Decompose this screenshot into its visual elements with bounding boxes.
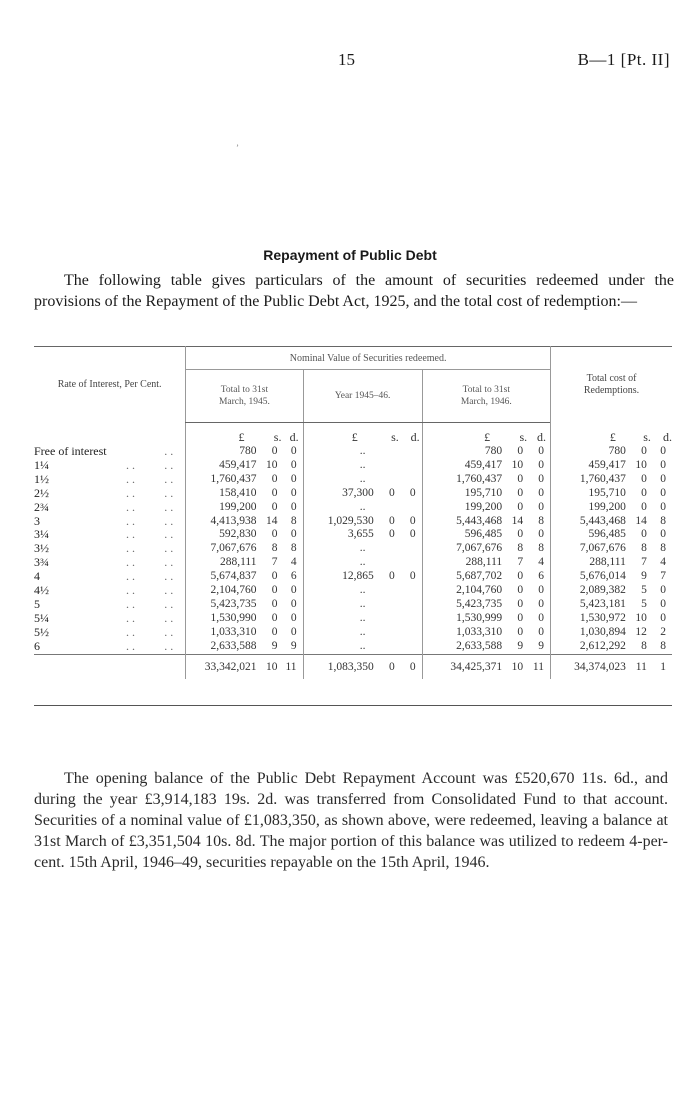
shillings-value: 5 bbox=[641, 584, 647, 597]
pence-value: 0 bbox=[409, 486, 416, 499]
totals-row bbox=[34, 654, 672, 679]
total-cost-pence: 1 bbox=[651, 654, 672, 679]
pounds-value: 2,633,588 bbox=[186, 640, 261, 654]
table-row bbox=[34, 542, 672, 556]
rate-cell bbox=[34, 459, 186, 473]
rate-label: 2¾ bbox=[34, 499, 49, 514]
shillings-value: 8 bbox=[517, 542, 524, 555]
pence-value: 0 bbox=[290, 597, 297, 610]
rate-cell bbox=[34, 640, 186, 654]
shillings-value: 9 bbox=[271, 639, 278, 652]
pence-value: 0 bbox=[538, 458, 544, 471]
pence-value: 0 bbox=[660, 584, 666, 597]
closing-text: The opening balance of the Public Debt Repayment Account was £520,670 11s. 6d., and during the year £3,914,183 19s. 2d. was transferred from Consolidated Fund to that account. Securities of a nominal value of £1,083,350, as shown above, were redeemed, leaving a balance at 31st March of £3,351,504 10s. 8d. The major portion of this balance was utilized to redeem 4-per-cent. 15th April, 1946–49, securities repayable on the 15th April, 1946. bbox=[34, 770, 668, 871]
pounds-value: 7,067,676 bbox=[186, 542, 261, 556]
pence-value: 8 bbox=[538, 514, 544, 527]
unit-pound: £ bbox=[551, 423, 630, 446]
total-year-shillings: 0 bbox=[378, 654, 399, 679]
pounds-value: 592,830 bbox=[186, 528, 261, 542]
rate-cell bbox=[34, 612, 186, 626]
shillings-value: 0 bbox=[517, 584, 524, 597]
pounds-value: 5,423,735 bbox=[186, 598, 261, 612]
pounds-value: 158,410 bbox=[186, 487, 261, 501]
rate-label: Free of interest bbox=[34, 444, 107, 458]
total-1946-pounds: 34,425,371 bbox=[422, 654, 506, 679]
shillings-value: 0 bbox=[271, 611, 278, 624]
shillings-value: 7 bbox=[517, 556, 524, 569]
pounds-value: 195,710 bbox=[551, 487, 630, 501]
nil-value: .. bbox=[303, 445, 422, 459]
shillings-value: 0 bbox=[517, 597, 524, 610]
leader-dots: . . bbox=[126, 499, 135, 514]
shillings-value: 12 bbox=[635, 625, 647, 638]
nil-value: .. bbox=[303, 542, 422, 556]
total-cost-shillings: 11 bbox=[630, 654, 651, 679]
leader-dots: . . bbox=[126, 638, 135, 653]
leader-dots: . . bbox=[126, 610, 135, 625]
pounds-value: 288,111 bbox=[186, 556, 261, 570]
unit-pound: £ bbox=[186, 423, 261, 446]
pence-value: 6 bbox=[538, 570, 544, 583]
shillings-value: 7 bbox=[641, 556, 647, 569]
currency-units-row bbox=[34, 423, 672, 446]
intro-paragraph bbox=[34, 270, 674, 312]
shillings-value: 0 bbox=[271, 570, 278, 583]
shillings-value: 0 bbox=[517, 472, 524, 485]
pence-value: 0 bbox=[290, 611, 297, 624]
pounds-value: 7,067,676 bbox=[551, 542, 630, 556]
pence-value: 0 bbox=[290, 458, 297, 471]
table-row bbox=[34, 570, 672, 584]
header-total-to-1946: Total to 31st March, 1946. bbox=[422, 370, 550, 423]
pounds-value: 1,530,999 bbox=[422, 612, 506, 626]
pence-value: 0 bbox=[538, 486, 544, 499]
table-row bbox=[34, 556, 672, 570]
rate-cell bbox=[34, 473, 186, 487]
shillings-value: 0 bbox=[517, 625, 524, 638]
pounds-value: 780 bbox=[186, 445, 261, 459]
pounds-value: 199,200 bbox=[186, 501, 261, 515]
pence-value: 0 bbox=[660, 528, 666, 541]
nil-value: .. bbox=[303, 612, 422, 626]
leader-dots: . . bbox=[164, 513, 174, 528]
pounds-value: 2,089,382 bbox=[551, 584, 630, 598]
shillings-value: 0 bbox=[517, 445, 524, 457]
rate-label: 2½ bbox=[34, 485, 49, 500]
pounds-value: 459,417 bbox=[422, 459, 506, 473]
pounds-value: 288,111 bbox=[422, 556, 506, 570]
leader-dots: . . bbox=[164, 499, 174, 514]
pounds-value: 2,104,760 bbox=[422, 584, 506, 598]
table-row bbox=[34, 612, 672, 626]
header-nominal-value: Nominal Value of Securities redeemed. bbox=[186, 347, 551, 370]
table-row bbox=[34, 584, 672, 598]
pence-value: 0 bbox=[660, 472, 666, 485]
pounds-value: 780 bbox=[422, 445, 506, 459]
leader-dots: . . bbox=[164, 555, 174, 570]
shillings-value: 9 bbox=[641, 570, 647, 583]
shillings-value: 10 bbox=[511, 458, 524, 471]
unit-shilling: s. bbox=[273, 430, 282, 444]
nil-value: .. bbox=[303, 556, 422, 570]
leader-dots: . . bbox=[126, 471, 135, 486]
leader-dots: . . bbox=[126, 596, 135, 611]
shillings-value: 0 bbox=[389, 486, 395, 499]
pounds-value: 288,111 bbox=[551, 556, 630, 570]
page-number: 15 bbox=[338, 50, 355, 69]
table-row bbox=[34, 501, 672, 515]
leader-dots: . . bbox=[126, 624, 135, 639]
rate-cell bbox=[34, 542, 186, 556]
pounds-value: 12,865 bbox=[303, 570, 378, 584]
table-row bbox=[34, 459, 672, 473]
rate-label: 4 bbox=[34, 569, 40, 584]
unit-shilling: s. bbox=[391, 430, 399, 444]
pounds-value: 1,029,530 bbox=[303, 515, 378, 529]
shillings-value: 0 bbox=[517, 486, 524, 499]
scan-mark: ʼ bbox=[236, 143, 239, 153]
pounds-value: 459,417 bbox=[186, 459, 261, 473]
table-row bbox=[34, 445, 672, 459]
unit-pence: d. bbox=[663, 430, 672, 444]
shillings-value: 9 bbox=[517, 639, 524, 652]
table-row bbox=[34, 640, 672, 654]
pounds-value: 5,423,181 bbox=[551, 598, 630, 612]
nil-value: .. bbox=[303, 501, 422, 515]
pounds-value: 1,033,310 bbox=[186, 626, 261, 640]
pounds-value: 596,485 bbox=[551, 528, 630, 542]
shillings-value: 0 bbox=[271, 472, 278, 485]
rate-label: 1½ bbox=[34, 471, 49, 486]
rate-label: 3¼ bbox=[34, 527, 49, 542]
shillings-value: 10 bbox=[265, 458, 278, 471]
pounds-value: 199,200 bbox=[551, 501, 630, 515]
nil-value: .. bbox=[303, 459, 422, 473]
table-row bbox=[34, 528, 672, 542]
shillings-value: 8 bbox=[641, 542, 647, 555]
pence-value: 9 bbox=[290, 639, 297, 652]
pence-value: 0 bbox=[290, 445, 297, 457]
rate-cell bbox=[34, 626, 186, 640]
unit-pence: d. bbox=[289, 430, 299, 444]
unit-pound: £ bbox=[422, 423, 506, 446]
pounds-value: 5,674,837 bbox=[186, 570, 261, 584]
table-row bbox=[34, 473, 672, 487]
pounds-value: 459,417 bbox=[551, 459, 630, 473]
shillings-value: 0 bbox=[389, 570, 395, 583]
total-1945-shillings: 10 bbox=[260, 654, 281, 679]
nil-value: .. bbox=[303, 598, 422, 612]
pounds-value: 1,760,437 bbox=[551, 473, 630, 487]
table-row bbox=[34, 515, 672, 529]
leader-dots: . . bbox=[164, 444, 174, 458]
shillings-value: 0 bbox=[271, 597, 278, 610]
shillings-value: 0 bbox=[389, 528, 395, 541]
shillings-value: 10 bbox=[635, 611, 647, 624]
closing-paragraph bbox=[34, 768, 668, 873]
rate-label: 5½ bbox=[34, 624, 49, 639]
pence-value: 0 bbox=[290, 584, 297, 597]
rate-cell bbox=[34, 556, 186, 570]
pounds-value: 5,423,735 bbox=[422, 598, 506, 612]
rate-label: 5¼ bbox=[34, 610, 49, 625]
pence-value: 0 bbox=[538, 528, 544, 541]
pounds-value: 7,067,676 bbox=[422, 542, 506, 556]
pence-value: 0 bbox=[660, 486, 666, 499]
leader-dots: . . bbox=[126, 485, 135, 500]
pence-value: 0 bbox=[290, 472, 297, 485]
rate-label: 3 bbox=[34, 513, 40, 528]
leader-dots: . . bbox=[164, 583, 174, 598]
rate-cell bbox=[34, 598, 186, 612]
pence-value: 0 bbox=[538, 597, 544, 610]
rate-cell bbox=[34, 487, 186, 501]
nil-value: .. bbox=[303, 640, 422, 654]
pounds-value: 1,030,894 bbox=[551, 626, 630, 640]
shillings-value: 8 bbox=[271, 542, 278, 555]
pounds-value: 780 bbox=[551, 445, 630, 459]
shillings-value: 0 bbox=[641, 472, 647, 485]
shillings-value: 0 bbox=[271, 445, 278, 457]
leader-dots: . . bbox=[164, 610, 174, 625]
pence-value: 0 bbox=[538, 584, 544, 597]
pence-value: 4 bbox=[538, 556, 544, 569]
pounds-value: 1,760,437 bbox=[186, 473, 261, 487]
shillings-value: 14 bbox=[265, 514, 278, 527]
pounds-value: 1,530,972 bbox=[551, 612, 630, 626]
shillings-value: 0 bbox=[641, 500, 647, 513]
pence-value: 8 bbox=[290, 514, 297, 527]
pence-value: 6 bbox=[290, 570, 297, 583]
pence-value: 8 bbox=[290, 542, 297, 555]
rate-label: 4½ bbox=[34, 583, 49, 598]
pence-value: 0 bbox=[660, 500, 666, 513]
shillings-value: 0 bbox=[517, 611, 524, 624]
leader-dots: . . bbox=[126, 569, 135, 584]
total-1945-pounds: 33,342,021 bbox=[186, 654, 261, 679]
pence-value: 0 bbox=[660, 458, 666, 471]
total-year-pence: 0 bbox=[399, 654, 422, 679]
pounds-value: 37,300 bbox=[303, 487, 378, 501]
shillings-value: 0 bbox=[517, 570, 524, 583]
pounds-value: 2,104,760 bbox=[186, 584, 261, 598]
rate-cell bbox=[34, 584, 186, 598]
total-1945-pence: 11 bbox=[281, 654, 303, 679]
total-cost-pounds: 34,374,023 bbox=[551, 654, 630, 679]
leader-dots: . . bbox=[164, 527, 174, 542]
pounds-value: 1,033,310 bbox=[422, 626, 506, 640]
pounds-value: 596,485 bbox=[422, 528, 506, 542]
leader-dots: . . bbox=[164, 457, 174, 472]
leader-dots: . . bbox=[126, 527, 135, 542]
pence-value: 0 bbox=[538, 472, 544, 485]
rate-cell bbox=[34, 570, 186, 584]
pounds-value: 5,676,014 bbox=[551, 570, 630, 584]
leader-dots: . . bbox=[126, 583, 135, 598]
shillings-value: 0 bbox=[641, 486, 647, 499]
rate-label: 3½ bbox=[34, 541, 49, 556]
shillings-value: 0 bbox=[389, 514, 395, 527]
nil-value: .. bbox=[303, 626, 422, 640]
leader-dots: . . bbox=[126, 513, 135, 528]
leader-dots: . . bbox=[164, 638, 174, 653]
pence-value: 8 bbox=[538, 542, 544, 555]
shillings-value: 0 bbox=[641, 445, 647, 457]
leader-dots: . . bbox=[126, 457, 135, 472]
pounds-value: 4,413,938 bbox=[186, 515, 261, 529]
section-title: Repayment of Public Debt bbox=[263, 247, 437, 263]
shillings-value: 0 bbox=[271, 500, 278, 513]
total-1946-shillings: 10 bbox=[506, 654, 527, 679]
pounds-value: 1,530,990 bbox=[186, 612, 261, 626]
pence-value: 7 bbox=[660, 570, 666, 583]
header-year-1945-46: Year 1945–46. bbox=[303, 370, 422, 423]
shillings-value: 10 bbox=[635, 458, 647, 471]
leader-dots: . . bbox=[126, 541, 135, 556]
leader-dots: . . bbox=[164, 471, 174, 486]
pounds-value: 5,443,468 bbox=[551, 515, 630, 529]
total-1946-pence: 11 bbox=[527, 654, 550, 679]
pounds-value: 199,200 bbox=[422, 501, 506, 515]
pence-value: 0 bbox=[538, 500, 544, 513]
shillings-value: 7 bbox=[271, 556, 278, 569]
pence-value: 0 bbox=[660, 445, 666, 457]
table-row bbox=[34, 598, 672, 612]
table-row bbox=[34, 626, 672, 640]
pounds-value: 5,687,702 bbox=[422, 570, 506, 584]
pence-value: 0 bbox=[538, 611, 544, 624]
shillings-value: 0 bbox=[641, 528, 647, 541]
pence-value: 8 bbox=[660, 514, 666, 527]
nil-value: .. bbox=[303, 584, 422, 598]
rate-label: 6 bbox=[34, 638, 40, 653]
pounds-value: 1,760,437 bbox=[422, 473, 506, 487]
nil-value: .. bbox=[303, 473, 422, 487]
table-bottom-rule bbox=[34, 705, 672, 706]
unit-pence: d. bbox=[410, 430, 420, 444]
pence-value: 0 bbox=[538, 445, 544, 457]
leader-dots: . . bbox=[164, 596, 174, 611]
unit-pound: £ bbox=[303, 423, 378, 446]
shillings-value: 0 bbox=[271, 528, 278, 541]
shillings-value: 5 bbox=[641, 597, 647, 610]
shillings-value: 14 bbox=[635, 514, 647, 527]
leader-dots: . . bbox=[164, 541, 174, 556]
page-reference: B—1 [Pt. II] bbox=[577, 50, 670, 69]
pounds-value: 5,443,468 bbox=[422, 515, 506, 529]
leader-dots: . . bbox=[126, 555, 135, 570]
pence-value: 0 bbox=[290, 486, 297, 499]
shillings-value: 0 bbox=[271, 625, 278, 638]
pence-value: 9 bbox=[538, 639, 544, 652]
leader-dots: . . bbox=[164, 569, 174, 584]
shillings-value: 8 bbox=[641, 639, 647, 652]
pence-value: 0 bbox=[409, 570, 416, 583]
pence-value: 0 bbox=[660, 611, 666, 624]
pence-value: 0 bbox=[290, 625, 297, 638]
unit-shilling: s. bbox=[643, 430, 651, 444]
pence-value: 8 bbox=[660, 542, 666, 555]
shillings-value: 14 bbox=[511, 514, 524, 527]
pence-value: 0 bbox=[290, 528, 297, 541]
total-year-pounds: 1,083,350 bbox=[303, 654, 378, 679]
pence-value: 0 bbox=[409, 514, 416, 527]
shillings-value: 0 bbox=[517, 500, 524, 513]
rate-cell bbox=[34, 528, 186, 542]
intro-text: The following table gives particulars of the amount of securities redeemed under the provisions of the Repayment of the Public Debt Act, 1925, and the total cost of redemption:— bbox=[34, 272, 674, 310]
pence-value: 0 bbox=[538, 625, 544, 638]
table-row bbox=[34, 487, 672, 501]
leader-dots: . . bbox=[164, 485, 174, 500]
pence-value: 4 bbox=[660, 556, 666, 569]
pence-value: 4 bbox=[290, 556, 297, 569]
pence-value: 0 bbox=[409, 528, 416, 541]
header-total-cost: Total cost of Redemptions. bbox=[551, 347, 673, 423]
rate-label: 3¾ bbox=[34, 555, 49, 570]
rate-label: 5 bbox=[34, 596, 40, 611]
pounds-value: 195,710 bbox=[422, 487, 506, 501]
debt-redemption-table bbox=[34, 346, 672, 679]
pence-value: 0 bbox=[290, 500, 297, 513]
unit-pence: d. bbox=[537, 430, 546, 444]
rate-cell bbox=[34, 445, 186, 459]
unit-shilling: s. bbox=[519, 430, 528, 444]
shillings-value: 0 bbox=[517, 528, 524, 541]
shillings-value: 0 bbox=[271, 486, 278, 499]
rate-cell bbox=[34, 515, 186, 529]
pounds-value: 2,612,292 bbox=[551, 640, 630, 654]
pounds-value: 2,633,588 bbox=[422, 640, 506, 654]
pence-value: 0 bbox=[660, 597, 666, 610]
pence-value: 8 bbox=[660, 639, 666, 652]
pounds-value: 3,655 bbox=[303, 528, 378, 542]
rate-label: 1¼ bbox=[34, 457, 49, 472]
pence-value: 2 bbox=[660, 625, 666, 638]
header-rate: Rate of Interest, Per Cent. bbox=[57, 378, 162, 390]
leader-dots: . . bbox=[164, 624, 174, 639]
rate-cell bbox=[34, 501, 186, 515]
shillings-value: 0 bbox=[271, 584, 278, 597]
header-total-to-1945: Total to 31st March, 1945. bbox=[186, 370, 303, 423]
